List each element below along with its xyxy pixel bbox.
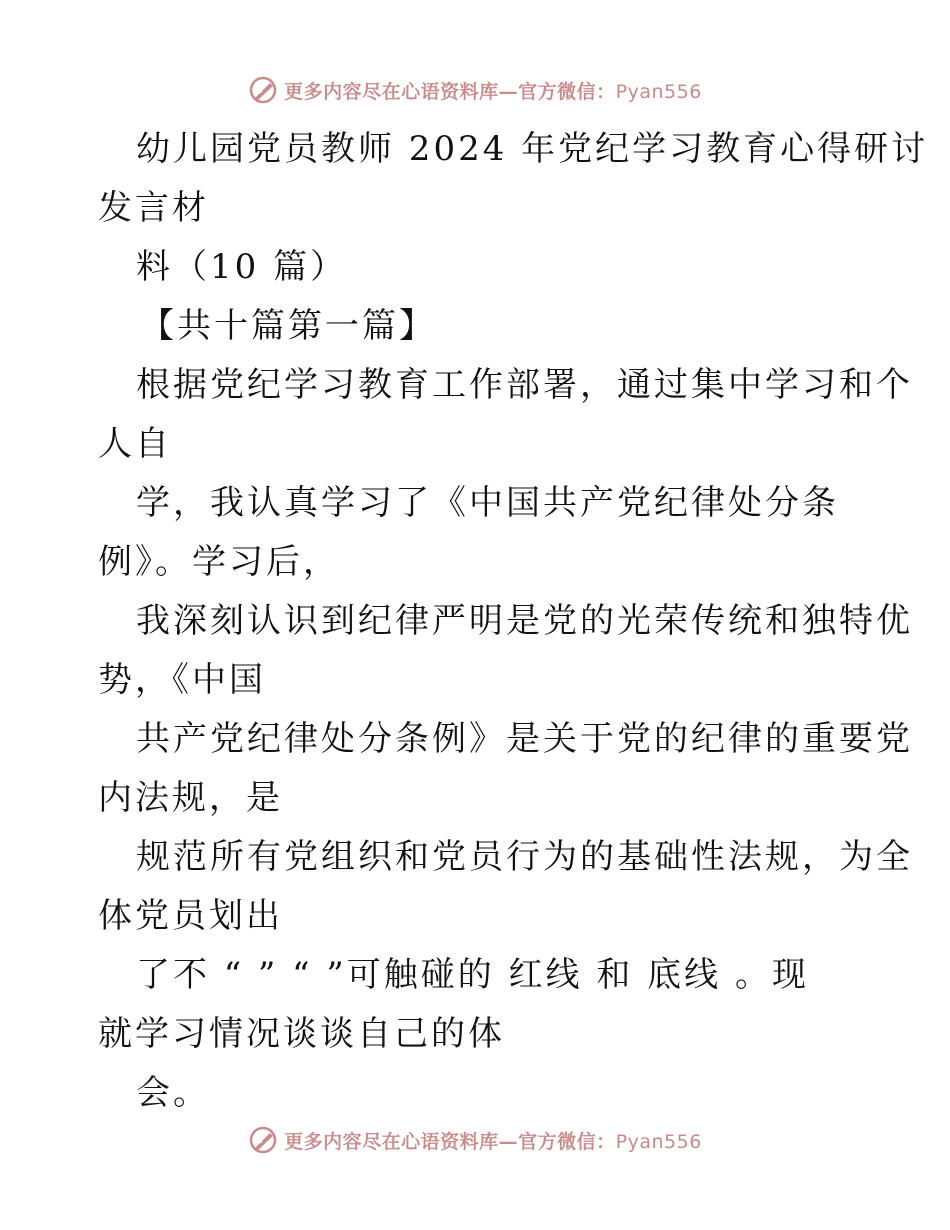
paragraph-line: 我深刻认识到纪律严明是党的光荣传统和独特优 — [136, 601, 913, 641]
watermark-text — [284, 1127, 702, 1154]
header-watermark — [0, 72, 950, 108]
title-line-3: 料（10 篇） — [136, 247, 348, 287]
watermark-text — [284, 77, 702, 104]
section-heading: 【共十篇第一篇】 — [140, 306, 436, 346]
paragraph-line: 体党员划出 — [98, 896, 283, 936]
paragraph-line: 会。 — [136, 1073, 210, 1113]
paragraph-line: 根据党纪学习教育工作部署，通过集中学习和个 — [136, 365, 913, 405]
watermark-handle: Pyan556 — [615, 80, 702, 103]
paragraph-line: 学，我认真学习了《中国共产党纪律处分条 — [136, 483, 839, 523]
paragraph-line: 共产党纪律处分条例》是关于党的纪律的重要党 — [136, 719, 913, 759]
document-body — [98, 120, 929, 1123]
quill-seal-icon — [248, 1125, 278, 1155]
paragraph-line: 例》。学习后， — [98, 542, 340, 582]
paragraph-line: 规范所有党组织和党员行为的基础性法规，为全 — [136, 837, 913, 877]
quill-seal-icon — [248, 75, 278, 105]
paragraph-line: 人自 — [98, 424, 172, 464]
paragraph-line: 内法规，是 — [98, 778, 283, 818]
paragraph-line: 就学习情况谈谈自己的体 — [98, 1014, 505, 1054]
paragraph-line: 势，《中国 — [98, 660, 266, 700]
watermark-label: 更多内容尽在心语资料库—官方微信： — [284, 1130, 616, 1153]
watermark-label: 更多内容尽在心语资料库—官方微信： — [284, 80, 616, 103]
footer-watermark — [0, 1122, 950, 1158]
title-line-2: 发言材 — [98, 188, 209, 228]
title-line-1: 幼儿园党员教师 2024 年党纪学习教育心得研讨 — [136, 129, 929, 169]
watermark-handle: Pyan556 — [615, 1130, 702, 1153]
paragraph-line: 了不 “ ” “ ”可触碰的 红线 和 底线 。现 — [136, 955, 809, 995]
